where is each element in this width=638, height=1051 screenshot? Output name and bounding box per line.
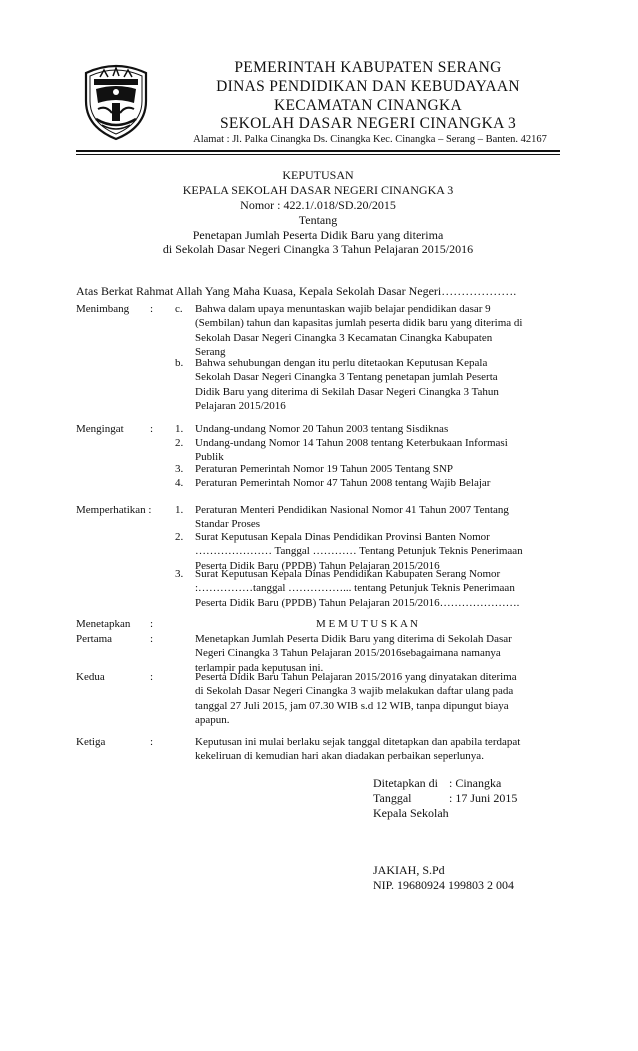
menetapkan-label: Menetapkan [76,618,131,630]
intro-text: Atas Berkat Rahmat Allah Yang Maha Kuasa, Kepala Sekolah Dasar Negeri………………. [76,284,517,298]
mengingat-marker-3: 3. [175,463,184,475]
title-tentang: Tentang [298,213,338,227]
mengingat-marker-4: 4. [175,477,184,489]
letterhead-rule-thick [76,150,560,152]
memperhatikan-item-3: Surat Keputusan Kepala Dinas Pendidikan Kabupaten Serang Nomor :……………tanggal ……………... tentang Petunjuk Teknis Penerimaan Peserta Didik Baru (PPDB) Tahun Pelajaran 2015/2016…………………. [195,568,520,609]
title-nomor: Nomor : 422.1/.018/SD.20/2015 [240,198,396,212]
ketiga-colon: : [150,736,154,748]
kabupaten-serang-emblem-logo [80,59,152,141]
mengingat-marker-1: 1. [175,423,184,435]
ditetapkan-label: Ditetapkan di [373,776,438,790]
letterhead-rule-thin [76,154,560,155]
menimbang-marker-b: b. [175,357,184,369]
ditetapkan-value: : Cinangka [449,776,502,790]
ketiga-text: Keputusan ini mulai berlaku sejak tanggal ditetapkan dan apabila terdapat kekeliruan di kemudian hari akan diadakan perbaikan seperlunya. [195,736,521,763]
title-subject-line-1: Penetapan Jumlah Peserta Didik Baru yang diterima [192,228,444,242]
menimbang-item-b: Bahwa sehubungan dengan itu perlu ditetaokan Keputusan Kepala Sekolah Dasar Negeri Cinangka 3 Tentang penetapan jumlah Peserta Didik Baru yang diterima di Sekilah Dasar Negeri Cinangka 3 Tahun Pelajaran 2015/2016 [195,357,499,412]
ketiga-label: Ketiga [76,736,106,748]
mengingat-label: Mengingat [76,423,124,435]
menetapkan-colon: : [150,618,154,630]
title-subject-line-2: di Sekolah Dasar Negeri Cinangka 3 Tahun Pelajaran 2015/2016 [162,242,474,256]
mengingat-item-3: Peraturan Pemerintah Nomor 19 Tahun 2005 Tentang SNP [195,463,454,475]
tanggal-value: : 17 Juni 2015 [449,791,518,805]
memperhatikan-item-1: Peraturan Menteri Pendidikan Nasional Nomor 41 Tahun 2007 Tentang Standar Proses [195,504,509,531]
memperhatikan-label: Memperhatikan : [76,504,152,516]
signer-name: JAKIAH, S.Pd [373,863,445,877]
menimbang-label: Menimbang [76,303,130,315]
memperhatikan-item-2: Surat Keputusan Kepala Dinas Pendidikan Provinsi Banten Nomor ………………… Tanggal ………… Tentang Petunjuk Teknis Penerimaan Peserta Didik Baru (PPDB) Tahun Pelajaran 2015/2016 [195,531,523,572]
kedua-colon: : [150,671,154,683]
mengingat-item-1: Undang-undang Nomor 20 Tahun 2003 tentang Sisdiknas [195,423,449,435]
memperhatikan-marker-1: 1. [175,504,184,516]
signer-title: Kepala Sekolah [373,806,449,820]
memutuskan-heading: M E M U T U S K A N [316,618,418,630]
menimbang-marker-c: c. [175,303,183,315]
header-line-1: PEMERINTAH KABUPATEN SERANG [234,59,502,76]
mengingat-marker-2: 2. [175,437,184,449]
mengingat-item-2: Undang-undang Nomor 14 Tahun 2008 tentang Keterbukaan Informasi Publik [195,437,508,464]
menimbang-colon: : [150,303,154,315]
header-line-2: DINAS PENDIDIKAN DAN KEBUDAYAAN [216,78,520,95]
kedua-label: Kedua [76,671,105,683]
header-line-3: KECAMATAN CINANGKA [273,97,462,114]
signer-nip: NIP. 19680924 199803 2 004 [373,878,515,892]
memperhatikan-marker-2: 2. [175,531,184,543]
pertama-text: Menetapkan Jumlah Peserta Didik Baru yang diterima di Sekolah Dasar Negeri Cinangka 3 Tahun Pelajaran 2015/2016sebagaimana namanya terlampir pada keputusan ini. [195,633,512,674]
menimbang-item-c: Bahwa dalam upaya menuntaskan wajib belajar pendidikan dasar 9 (Sembilan) tahun dan kapasitas jumlah peserta didik baru yang diterima di Sekolah Dasar Negeri Cinangka 3 Kecamatan Cinangka Kabupaten Serang [195,303,523,358]
title-kepala: KEPALA SEKOLAH DASAR NEGERI CINANGKA 3 [182,183,454,197]
memperhatikan-marker-3: 3. [175,568,184,580]
header-address: Alamat : Jl. Palka Cinangka Ds. Cinangka Kec. Cinangka – Serang – Banten. 42167 [193,134,547,145]
header-line-4: SEKOLAH DASAR NEGERI CINANGKA 3 [219,115,517,132]
title-keputusan: KEPUTUSAN [282,168,354,182]
pertama-label: Pertama [76,633,113,645]
mengingat-item-4: Peraturan Pemerintah Nomor 47 Tahun 2008 tentang Wajib Belajar [195,477,491,489]
pertama-colon: : [150,633,154,645]
tanggal-label: Tanggal [373,791,412,805]
kedua-text: Peserta Didik Baru Tahun Pelajaran 2015/2016 yang dinyatakan diterima di Sekolah Dasar Negeri Cinangka 3 wajib melakukan daftar ulang pada tanggal 27 Juli 2015, jam 07.30 WIB s.d 12 WIB, tanpa dipungut biaya apapun. [195,671,517,726]
mengingat-colon: : [150,423,154,435]
